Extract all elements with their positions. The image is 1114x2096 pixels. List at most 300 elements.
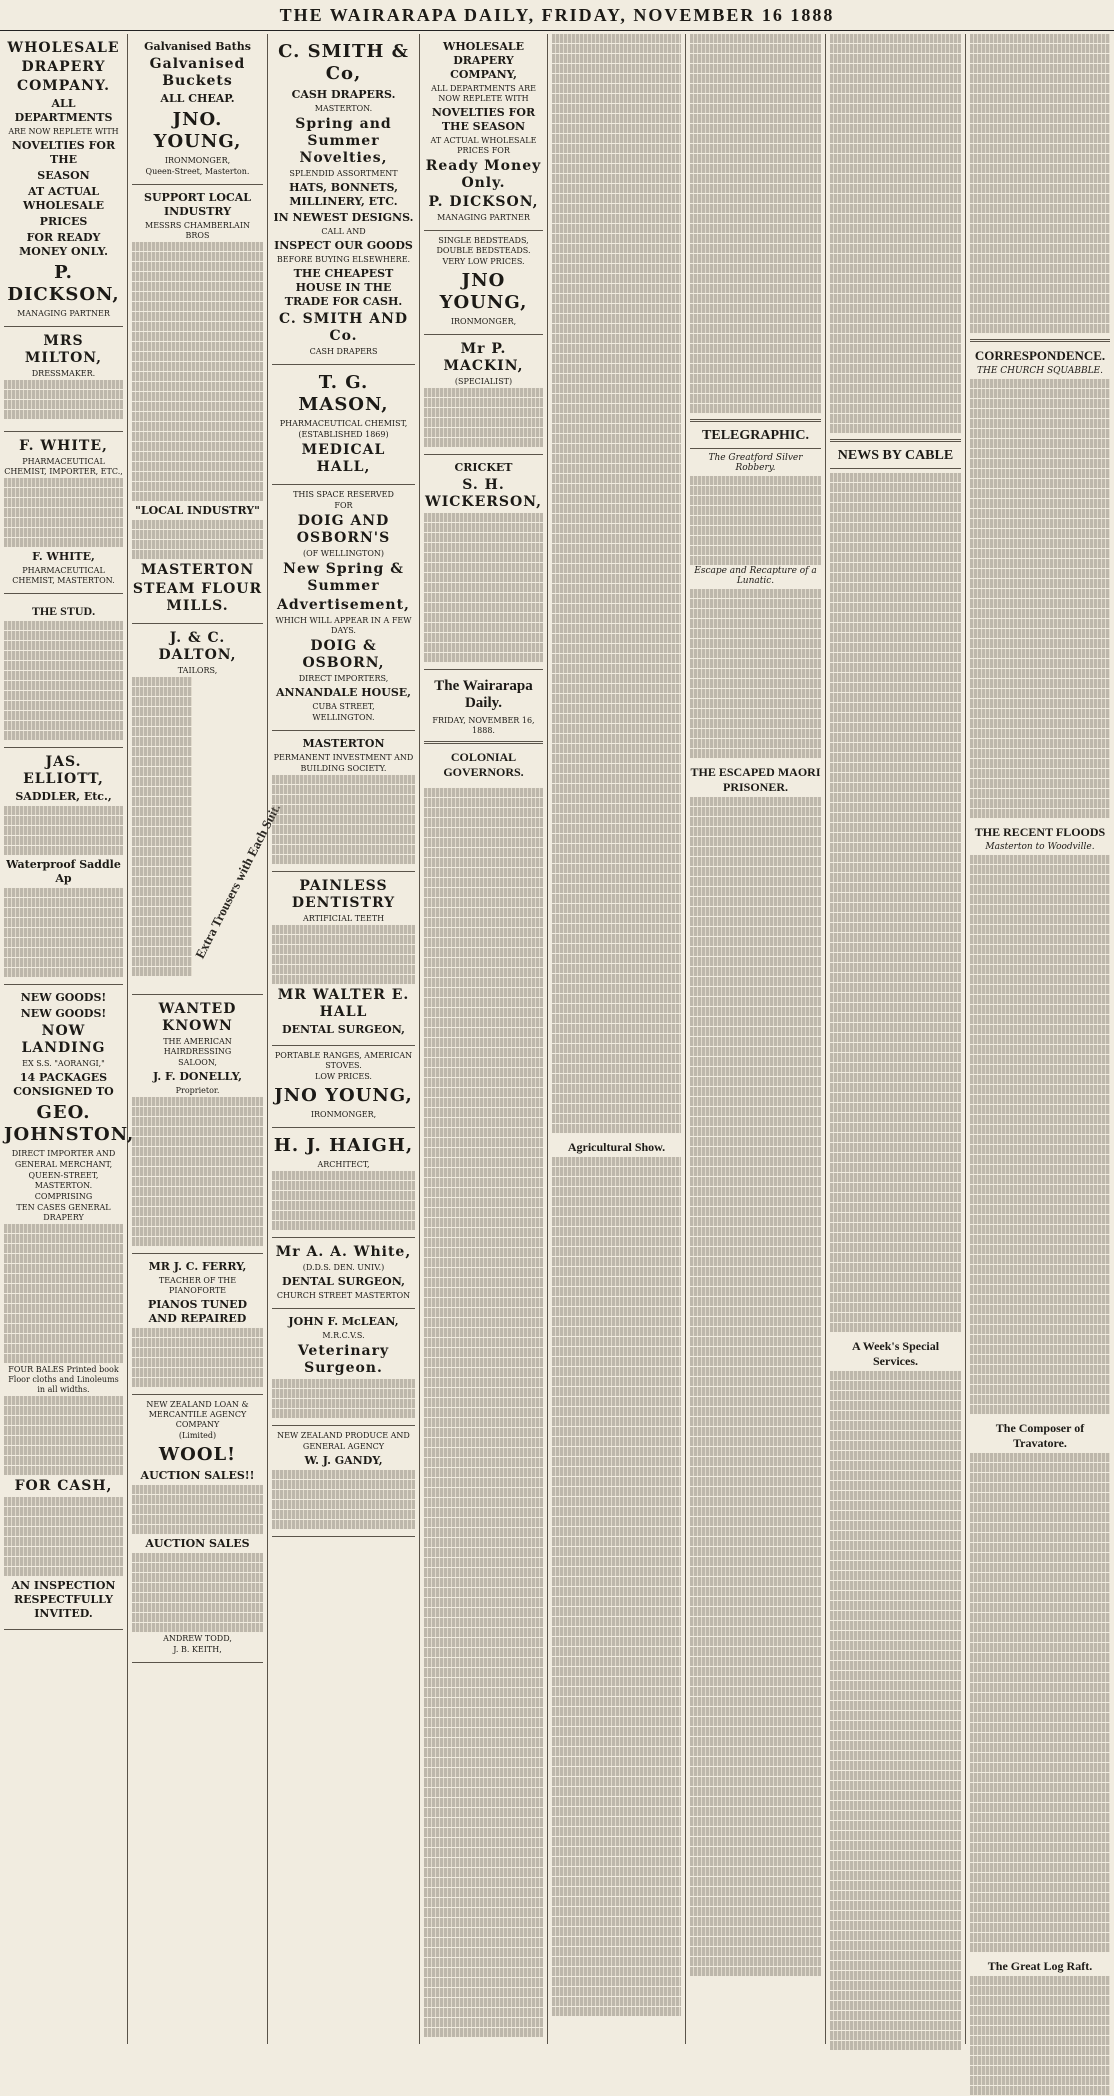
ad-line: Queen-Street, Masterton. xyxy=(145,167,250,176)
text-line xyxy=(830,1043,961,1052)
text-line xyxy=(552,974,681,983)
text-line xyxy=(970,1305,1110,1314)
text-line xyxy=(272,965,415,974)
text-line xyxy=(690,1877,821,1886)
text-line xyxy=(830,64,961,73)
text-line xyxy=(970,379,1110,388)
text-line xyxy=(830,593,961,602)
text-line xyxy=(552,1044,681,1053)
article-body xyxy=(552,34,681,1134)
ad-line: J. B. KEITH, xyxy=(173,1645,222,1654)
text-line xyxy=(552,154,681,163)
text-line xyxy=(830,1881,961,1890)
text-line xyxy=(424,868,543,877)
text-line xyxy=(552,394,681,403)
text-line xyxy=(424,1818,543,1827)
text-line xyxy=(552,1507,681,1516)
text-line xyxy=(4,1396,123,1405)
ad-line: TEN CASES GENERAL DRAPERY xyxy=(16,1203,111,1222)
text-line xyxy=(970,1215,1110,1224)
text-line xyxy=(552,1527,681,1536)
ad-line: CASH DRAPERS xyxy=(309,347,378,356)
text-line xyxy=(830,1521,961,1530)
text-line xyxy=(830,124,961,133)
text-line xyxy=(970,2006,1110,2015)
text-line xyxy=(132,757,192,766)
text-line xyxy=(970,1265,1110,1274)
section-heading: THE RECENT FLOODS xyxy=(974,825,1106,839)
text-line xyxy=(970,2016,1110,2025)
text-line xyxy=(830,1233,961,1242)
text-line xyxy=(970,1733,1110,1742)
text-line xyxy=(690,1147,821,1156)
text-line xyxy=(830,424,961,433)
text-line xyxy=(4,1234,123,1243)
text-line xyxy=(424,1938,543,1947)
section-heading: TELEGRAPHIC. xyxy=(702,428,809,443)
text-line xyxy=(830,1223,961,1232)
text-line xyxy=(830,1941,961,1950)
text-line xyxy=(552,1977,681,1986)
text-line xyxy=(132,422,263,431)
white-chemist-ad xyxy=(4,432,123,594)
text-line xyxy=(830,1601,961,1610)
text-line xyxy=(830,214,961,223)
text-line xyxy=(690,1647,821,1656)
text-line xyxy=(970,429,1110,438)
text-line xyxy=(830,1551,961,1560)
text-line xyxy=(690,927,821,936)
text-line xyxy=(132,877,192,886)
text-line xyxy=(552,604,681,613)
text-line xyxy=(970,1015,1110,1024)
text-line xyxy=(830,1851,961,1860)
text-line xyxy=(552,1497,681,1506)
text-line xyxy=(4,928,123,937)
text-line xyxy=(552,924,681,933)
text-line xyxy=(4,898,123,907)
text-line xyxy=(424,1438,543,1447)
text-line xyxy=(690,1227,821,1236)
text-line xyxy=(690,1217,821,1226)
text-line xyxy=(552,744,681,753)
text-line xyxy=(830,713,961,722)
text-line xyxy=(830,104,961,113)
text-line xyxy=(830,1921,961,1930)
text-line xyxy=(970,1553,1110,1562)
ad-heading: NOW LANDING xyxy=(21,1023,106,1056)
text-line xyxy=(132,687,192,696)
ad-line: SPLENDID ASSORTMENT xyxy=(289,169,398,178)
text-line xyxy=(132,1553,263,1562)
text-line xyxy=(552,284,681,293)
text-line xyxy=(4,1426,123,1435)
text-line xyxy=(132,1378,263,1387)
text-line xyxy=(424,858,543,867)
ranges-ad xyxy=(272,1046,415,1128)
text-line xyxy=(830,513,961,522)
text-line xyxy=(552,1347,681,1356)
gandy-ad xyxy=(272,1426,415,1537)
ad-line: NEW GOODS! xyxy=(20,991,107,1004)
text-line xyxy=(424,553,543,562)
text-line xyxy=(690,274,821,283)
text-line xyxy=(690,589,821,598)
text-line xyxy=(132,1187,263,1196)
text-line xyxy=(690,204,821,213)
text-line xyxy=(424,1218,543,1227)
text-line xyxy=(4,1406,123,1415)
text-line xyxy=(830,943,961,952)
text-line xyxy=(970,94,1110,103)
text-line xyxy=(970,1005,1110,1014)
text-line xyxy=(132,550,263,559)
ad-line: DIRECT IMPORTERS, xyxy=(298,674,389,683)
text-line xyxy=(552,1557,681,1566)
text-line xyxy=(830,134,961,143)
article-body xyxy=(970,1976,1110,2096)
text-line xyxy=(830,583,961,592)
ad-line: IN NEWEST DESIGNS. xyxy=(273,211,414,224)
ad-name: JOHN F. McLEAN, xyxy=(288,1315,399,1328)
text-line xyxy=(830,1671,961,1680)
text-line xyxy=(552,44,681,53)
text-line xyxy=(132,1137,263,1146)
text-line xyxy=(4,846,123,855)
text-line xyxy=(970,204,1110,213)
text-line xyxy=(132,1485,263,1494)
text-line xyxy=(4,1244,123,1253)
text-line xyxy=(970,809,1110,818)
ad-line: GENERAL MERCHANT, xyxy=(14,1160,113,1169)
johnston-ad xyxy=(4,985,135,1630)
ad-heading: DRAPERY xyxy=(21,59,106,75)
text-line xyxy=(830,2031,961,2040)
text-line xyxy=(830,793,961,802)
text-line xyxy=(424,523,543,532)
text-line xyxy=(424,1678,543,1687)
ad-line: CUBA STREET, xyxy=(312,702,375,711)
text-line xyxy=(690,1717,821,1726)
text-line xyxy=(830,1213,961,1222)
text-line xyxy=(424,1088,543,1097)
text-line xyxy=(552,1407,681,1416)
text-line xyxy=(424,1538,543,1547)
text-line xyxy=(132,717,192,726)
text-line xyxy=(4,1517,123,1526)
text-line xyxy=(690,1387,821,1396)
text-line xyxy=(132,827,192,836)
ad-line: AUCTION SALES xyxy=(145,1537,250,1550)
text-line xyxy=(830,234,961,243)
text-line xyxy=(690,1927,821,1936)
section-heading: Agricultural Show. xyxy=(567,1140,666,1154)
text-line xyxy=(272,945,415,954)
text-line xyxy=(830,1313,961,1322)
text-line xyxy=(424,1048,543,1057)
text-line xyxy=(970,1996,1110,2005)
text-line xyxy=(272,1510,415,1519)
article-body xyxy=(690,34,821,414)
text-line xyxy=(970,1125,1110,1134)
text-line xyxy=(830,1691,961,1700)
text-line xyxy=(830,1991,961,2000)
text-line xyxy=(970,1175,1110,1184)
text-line xyxy=(272,955,415,964)
ad-line: ALL CHEAP. xyxy=(160,92,235,105)
text-line xyxy=(132,252,263,261)
text-line xyxy=(132,520,263,529)
text-line xyxy=(132,282,263,291)
text-line xyxy=(552,1897,681,1906)
text-line xyxy=(4,400,123,409)
text-line xyxy=(690,867,821,876)
text-line xyxy=(830,633,961,642)
text-line xyxy=(970,1345,1110,1354)
text-line xyxy=(132,1358,263,1367)
text-line xyxy=(4,1557,123,1566)
text-line xyxy=(830,483,961,492)
ad-line: THE AMERICAN HAIRDRESSING xyxy=(163,1037,232,1056)
text-line xyxy=(830,1811,961,1820)
text-line xyxy=(970,659,1110,668)
ad-name: H. J. HAIGH, xyxy=(273,1135,414,1156)
ad-line: HATS, BONNETS, MILLINERY, ETC. xyxy=(289,181,398,208)
text-line xyxy=(424,1458,543,1467)
text-line xyxy=(552,1054,681,1063)
text-line xyxy=(424,1908,543,1917)
text-line xyxy=(970,1823,1110,1832)
text-line xyxy=(424,1128,543,1137)
text-line xyxy=(552,864,681,873)
text-line xyxy=(830,623,961,632)
text-line xyxy=(970,1035,1110,1044)
ad-line: MASTERTON. xyxy=(314,104,373,113)
ad-line: SEASON xyxy=(37,169,90,182)
ad-line: SADDLER, Etc., xyxy=(15,790,112,803)
text-line xyxy=(970,1573,1110,1582)
text-line xyxy=(424,1068,543,1077)
text-line xyxy=(830,1391,961,1400)
text-line xyxy=(970,1583,1110,1592)
text-line xyxy=(970,1743,1110,1752)
text-line xyxy=(424,1898,543,1907)
text-line xyxy=(272,1191,415,1200)
section-heading: NEWS BY CABLE xyxy=(837,448,954,463)
text-line xyxy=(970,1195,1110,1204)
text-line xyxy=(690,1847,821,1856)
ad-line: PHARMACEUTICAL CHEMIST, MASTERTON. xyxy=(12,566,115,585)
text-line xyxy=(424,533,543,542)
text-line xyxy=(830,833,961,842)
text-line xyxy=(970,709,1110,718)
text-line xyxy=(132,1117,263,1126)
text-line xyxy=(690,506,821,515)
text-line xyxy=(690,639,821,648)
text-line xyxy=(970,1245,1110,1254)
text-line xyxy=(830,184,961,193)
text-line xyxy=(552,1667,681,1676)
text-line xyxy=(424,1528,543,1537)
text-line xyxy=(132,817,192,826)
text-line xyxy=(830,643,961,652)
text-line xyxy=(132,482,263,491)
text-line xyxy=(132,302,263,311)
text-line xyxy=(424,1968,543,1977)
text-line xyxy=(690,629,821,638)
text-line xyxy=(830,1253,961,1262)
text-line xyxy=(830,1501,961,1510)
text-line xyxy=(970,1903,1110,1912)
text-line xyxy=(830,1631,961,1640)
text-line xyxy=(552,1767,681,1776)
text-line xyxy=(690,917,821,926)
text-line xyxy=(424,1468,543,1477)
text-line xyxy=(830,1651,961,1660)
text-line xyxy=(690,1237,821,1246)
text-line xyxy=(424,1268,543,1277)
text-line xyxy=(272,1480,415,1489)
text-line xyxy=(690,1257,821,1266)
text-line xyxy=(970,619,1110,628)
text-line xyxy=(132,1237,263,1246)
ad-name: T. G. MASON, xyxy=(298,372,389,415)
section-subheading: Masterton to Woodville. xyxy=(985,842,1095,852)
text-line xyxy=(830,973,961,982)
text-line xyxy=(4,938,123,947)
ad-line: ARE NOW REPLETE WITH xyxy=(8,127,119,136)
text-line xyxy=(132,707,192,716)
text-line xyxy=(272,1201,415,1210)
text-line xyxy=(970,529,1110,538)
ad-name: MR WALTER E. HALL xyxy=(277,987,410,1020)
text-line xyxy=(552,1124,681,1133)
wholesale-drapery-ad xyxy=(4,34,123,327)
text-line xyxy=(690,1297,821,1306)
text-line xyxy=(552,584,681,593)
text-line xyxy=(552,444,681,453)
article-body xyxy=(690,797,821,1997)
text-line xyxy=(970,304,1110,313)
text-line xyxy=(830,1961,961,1970)
text-line xyxy=(4,1497,123,1506)
text-line xyxy=(552,1084,681,1093)
text-line xyxy=(132,312,263,321)
text-line xyxy=(830,154,961,163)
text-line xyxy=(4,826,123,835)
text-line xyxy=(830,384,961,393)
text-line xyxy=(424,808,543,817)
text-line xyxy=(970,419,1110,428)
ad-line: NOVELTIES FOR THE SEASON xyxy=(431,106,536,133)
ad-line: (ESTABLISHED 1869) xyxy=(298,430,389,439)
text-line xyxy=(830,1013,961,1022)
text-line xyxy=(424,1628,543,1637)
text-line xyxy=(970,1833,1110,1842)
dalton-ad xyxy=(132,624,284,995)
text-line xyxy=(690,739,821,748)
text-line xyxy=(970,1563,1110,1572)
text-line xyxy=(970,314,1110,323)
text-line xyxy=(552,1277,681,1286)
text-line xyxy=(970,509,1110,518)
text-line xyxy=(552,514,681,523)
text-line xyxy=(552,824,681,833)
text-line xyxy=(970,1255,1110,1264)
text-body xyxy=(4,1497,123,1577)
text-line xyxy=(552,1597,681,1606)
text-line xyxy=(132,837,192,846)
ad-line: AT ACTUAL WHOLESALE PRICES FOR xyxy=(430,136,537,155)
text-line xyxy=(4,1537,123,1546)
text-line xyxy=(272,845,415,854)
text-line xyxy=(132,342,263,351)
text-line xyxy=(970,1275,1110,1284)
text-line xyxy=(424,1488,543,1497)
text-line xyxy=(970,449,1110,458)
text-line xyxy=(552,1457,681,1466)
text-line xyxy=(830,983,961,992)
ad-line: DIRECT IMPORTER AND xyxy=(11,1149,116,1158)
text-line xyxy=(424,1558,543,1567)
ad-name: MR J. C. FERRY, xyxy=(148,1260,247,1273)
text-line xyxy=(690,827,821,836)
text-line xyxy=(424,1368,543,1377)
text-line xyxy=(830,254,961,263)
ad-name: JNO. YOUNG, xyxy=(153,109,242,152)
text-line xyxy=(690,1267,821,1276)
text-line xyxy=(830,963,961,972)
section-heading: CORRESPONDENCE. xyxy=(974,348,1106,363)
text-line xyxy=(552,1867,681,1876)
text-line xyxy=(272,1500,415,1509)
text-line xyxy=(690,1807,821,1816)
article-body xyxy=(830,473,961,1333)
paper-date: FRIDAY, NOVEMBER 16, 1888. xyxy=(432,716,535,735)
text-line xyxy=(970,1395,1110,1404)
text-line xyxy=(552,884,681,893)
text-line xyxy=(830,1721,961,1730)
text-line xyxy=(424,1598,543,1607)
text-line xyxy=(830,1203,961,1212)
text-line xyxy=(690,526,821,535)
text-line xyxy=(132,697,192,706)
text-line xyxy=(552,954,681,963)
text-line xyxy=(132,272,263,281)
text-line xyxy=(132,1217,263,1226)
text-body xyxy=(4,888,123,978)
text-line xyxy=(830,1401,961,1410)
text-line xyxy=(4,390,123,399)
text-line xyxy=(830,743,961,752)
text-line xyxy=(690,1827,821,1836)
text-line xyxy=(830,673,961,682)
text-line xyxy=(970,184,1110,193)
text-line xyxy=(4,621,123,630)
text-line xyxy=(830,803,961,812)
text-line xyxy=(424,1788,543,1797)
text-line xyxy=(970,519,1110,528)
text-line xyxy=(970,1623,1110,1632)
text-line xyxy=(690,1127,821,1136)
text-line xyxy=(690,516,821,525)
text-line xyxy=(272,935,415,944)
text-line xyxy=(552,1577,681,1586)
text-line xyxy=(424,1778,543,1787)
text-line xyxy=(552,1687,681,1696)
text-line xyxy=(424,938,543,947)
text-line xyxy=(552,1737,681,1746)
